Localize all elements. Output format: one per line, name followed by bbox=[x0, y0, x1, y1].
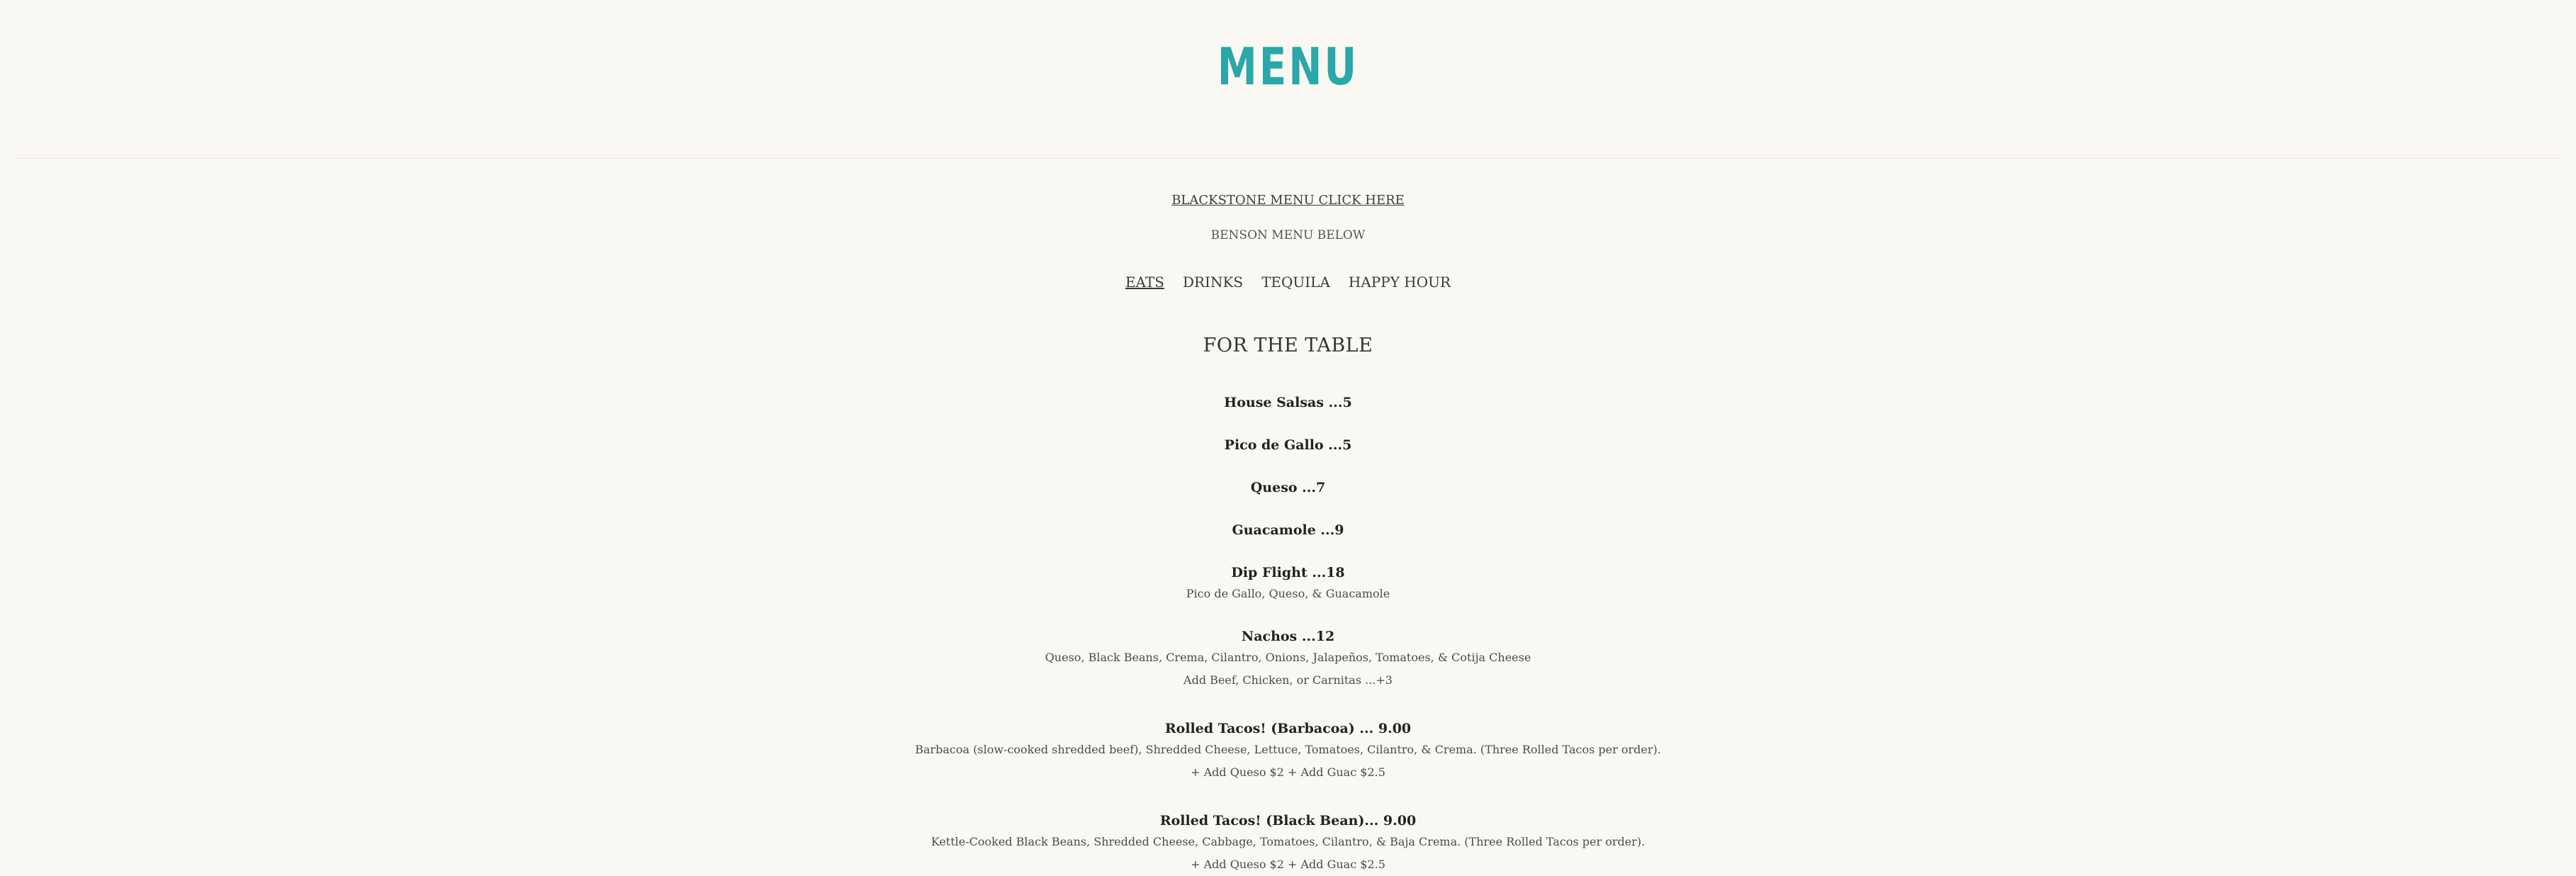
header-divider bbox=[13, 158, 2563, 159]
menu-item bbox=[0, 393, 2576, 412]
menu-item-name: Rolled Tacos! (Barbacoa) ... 9.00 bbox=[1164, 721, 1412, 736]
menu-items bbox=[0, 393, 2576, 876]
menu-item bbox=[0, 627, 2576, 719]
tab-drinks[interactable]: DRINKS bbox=[1182, 274, 1244, 291]
menu-item-description: Queso, Black Beans, Crema, Cilantro, Onions, Jalapeños, Tomatoes, & Cotija Cheese bbox=[1045, 651, 1531, 664]
menu-item-description: Pico de Gallo, Queso, & Guacamole bbox=[1186, 587, 1390, 600]
menu-item bbox=[0, 435, 2576, 455]
menu-item-addon: + Add Queso $2 + Add Guac $2.5 bbox=[1191, 765, 1385, 779]
menu-page bbox=[0, 37, 2576, 871]
menu-item bbox=[0, 563, 2576, 627]
menu-item-name: Rolled Tacos! (Black Bean)... 9.00 bbox=[1159, 813, 1417, 829]
menu-item-description: Kettle-Cooked Black Beans, Shredded Cheese, Cabbage, Tomatoes, Cilantro, & Baja Crema. (Three Rolled Tacos per order). bbox=[930, 835, 1646, 848]
tab-happy-hour[interactable]: HAPPY HOUR bbox=[1348, 274, 1451, 291]
tab-eats[interactable]: EATS bbox=[1125, 274, 1164, 291]
menu-item-name: Queso ...7 bbox=[1250, 480, 1326, 495]
menu-item bbox=[0, 478, 2576, 498]
menu-item-name: Nachos ...12 bbox=[1241, 629, 1335, 644]
page-title: MENU bbox=[1217, 37, 1359, 96]
menu-item-name: Pico de Gallo ...5 bbox=[1224, 437, 1352, 453]
menu-item-description: Barbacoa (slow-cooked shredded beef), Shredded Cheese, Lettuce, Tomatoes, Cilantro, & Crema. (Three Rolled Tacos per order). bbox=[915, 743, 1661, 756]
menu-item-name: Dip Flight ...18 bbox=[1231, 565, 1345, 580]
menu-item bbox=[0, 719, 2576, 811]
menu-item-addon: Add Beef, Chicken, or Carnitas ...+3 bbox=[1183, 673, 1393, 687]
section-title: FOR THE TABLE bbox=[1203, 335, 1373, 356]
menu-item bbox=[0, 811, 2576, 876]
menu-item bbox=[0, 520, 2576, 540]
menu-item-name: Guacamole ...9 bbox=[1232, 522, 1344, 538]
tab-tequila[interactable]: TEQUILA bbox=[1261, 274, 1330, 291]
menu-item-addon: + Add Queso $2 + Add Guac $2.5 bbox=[1191, 858, 1385, 871]
menu-tabs bbox=[0, 274, 2576, 291]
blackstone-menu-link[interactable]: BLACKSTONE MENU CLICK HERE bbox=[1171, 193, 1405, 208]
benson-menu-label: BENSON MENU BELOW bbox=[1210, 228, 1366, 242]
menu-item-name: House Salsas ...5 bbox=[1224, 395, 1352, 410]
